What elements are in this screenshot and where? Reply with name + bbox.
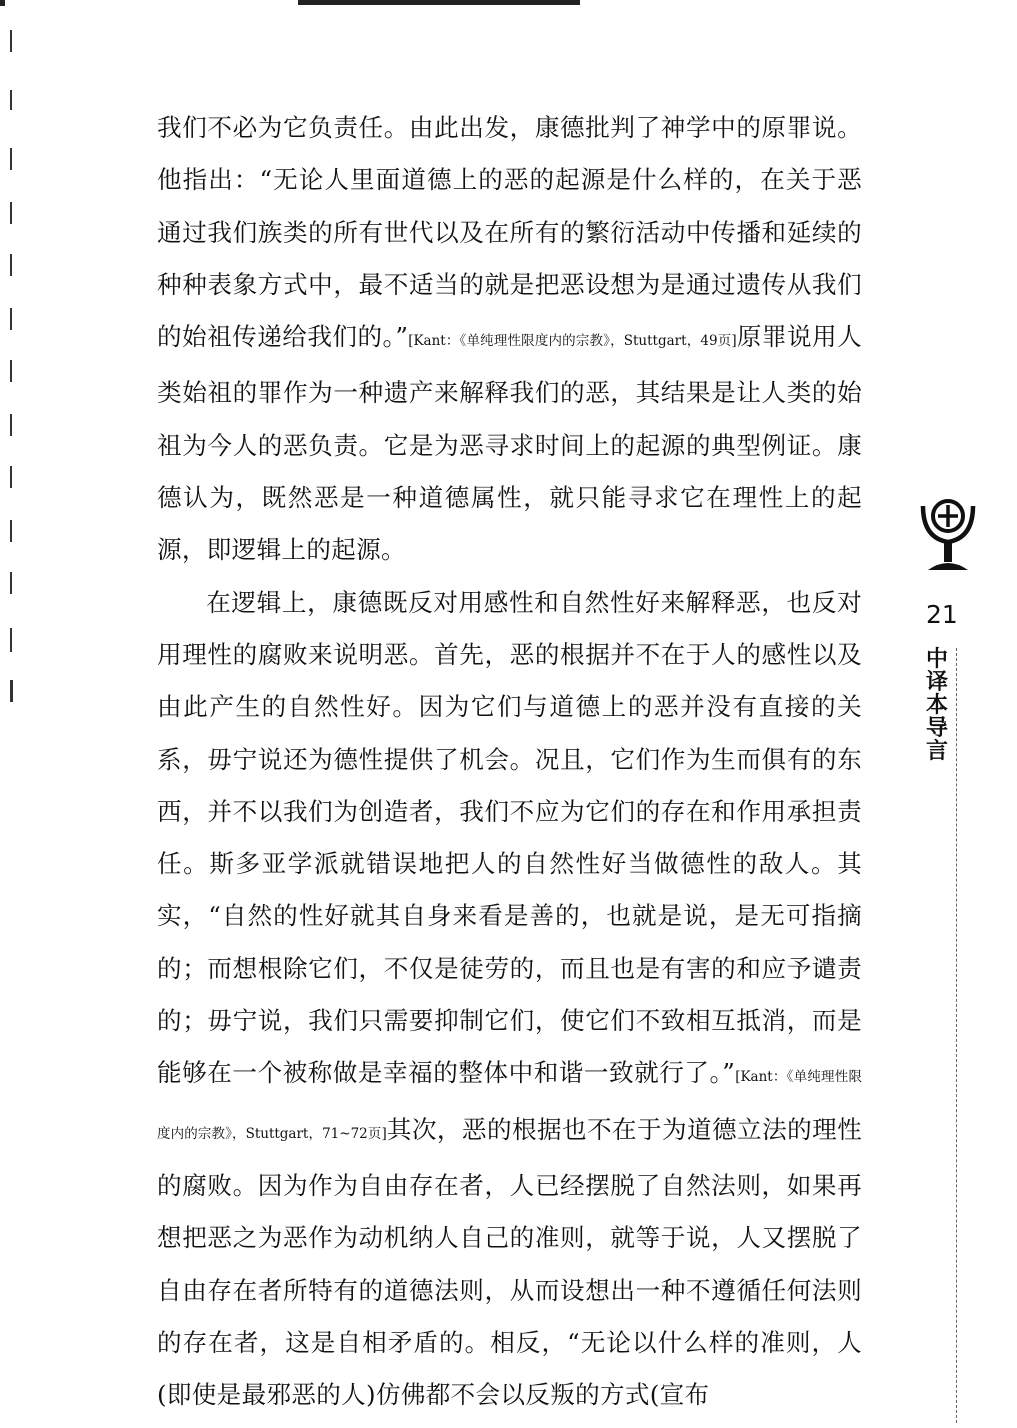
section-label-char: 言 bbox=[926, 739, 949, 764]
philosophy-emblem-icon bbox=[920, 494, 980, 576]
section-label-char: 译 bbox=[926, 670, 949, 695]
header-rule-fragment-left bbox=[0, 0, 5, 6]
page-body bbox=[157, 102, 862, 1421]
citation: [Kant：《单纯理性限度内的宗教》，Stuttgart，71~72页] bbox=[157, 1069, 862, 1142]
header-rule bbox=[298, 0, 580, 5]
body-text: 其次，恶的根据也不在于为道德立法的理性的腐败。因为作为自由存在者，人已经摆脱了自然法则，如果再想把恶之为恶作为动机纳人自己的准则，就等于说，人又摆脱了自由存在者所特有的道德法则，从而设想出一种不遵循任何法则的存在者，这是自相矛盾的。相反，“无论以什么样的准则，人(即使是最邪恶的人)仿佛都不会以反叛的方式(宣布 bbox=[157, 1114, 863, 1410]
page-number: 21 bbox=[926, 600, 958, 629]
section-label-char: 导 bbox=[926, 716, 949, 741]
body-text: 我们不必为它负责任。由此出发，康德批判了神学中的原罪说。他指出：“无论人里面道德上的恶的起源是什么样的，在关于恶通过我们族类的所有世代以及在所有的繁衍活动中传播和延续的种种表象方式中，最不适当的就是把恶设想为是通过遗传从我们的始祖传递给我们的。” bbox=[157, 113, 862, 352]
paragraph bbox=[157, 577, 862, 1422]
citation: [Kant：《单纯理性限度内的宗教》，Stuttgart，49页] bbox=[408, 333, 737, 350]
body-text: 在逻辑上，康德既反对用感性和自然性好来解释恶，也反对用理性的腐败来说明恶。首先，恶的根据并不在于人的感性以及由此产生的自然性好。因为它们与道德上的恶并没有直接的关系，毋宁说还为德性提供了机会。况且，它们作为生而俱有的东西，并不以我们为创造者，我们不应为它们的存在和作用承担责任。斯多亚学派就错误地把人的自然性好当做德性的敌人。其实，“自然的性好就其自身来看是善的，也就是说，是无可指摘的；而想根除它们，不仅是徒劳的，而且也是有害的和应予谴责的；毋宁说，我们只需要抑制它们，使它们不致相互抵消，而是能够在一个被称做是幸福的整体中和谐一致就行了。” bbox=[157, 587, 862, 1088]
body-text: 原罪说用人类始祖的罪作为一种遗产来解释我们的恶，其结果是让人类的始祖为今人的恶负责。它是为恶寻求时间上的起源的典型例证。康德认为，既然恶是一种道德属性，就只能寻求它在理性上的起源，即逻辑上的起源。 bbox=[157, 322, 862, 565]
paragraph bbox=[157, 102, 862, 577]
section-label bbox=[926, 648, 952, 763]
section-label-char: 本 bbox=[926, 693, 949, 718]
margin-dotted-rule bbox=[956, 648, 957, 1423]
section-label-char: 中 bbox=[926, 647, 949, 672]
binding-margin-marks bbox=[10, 30, 14, 690]
